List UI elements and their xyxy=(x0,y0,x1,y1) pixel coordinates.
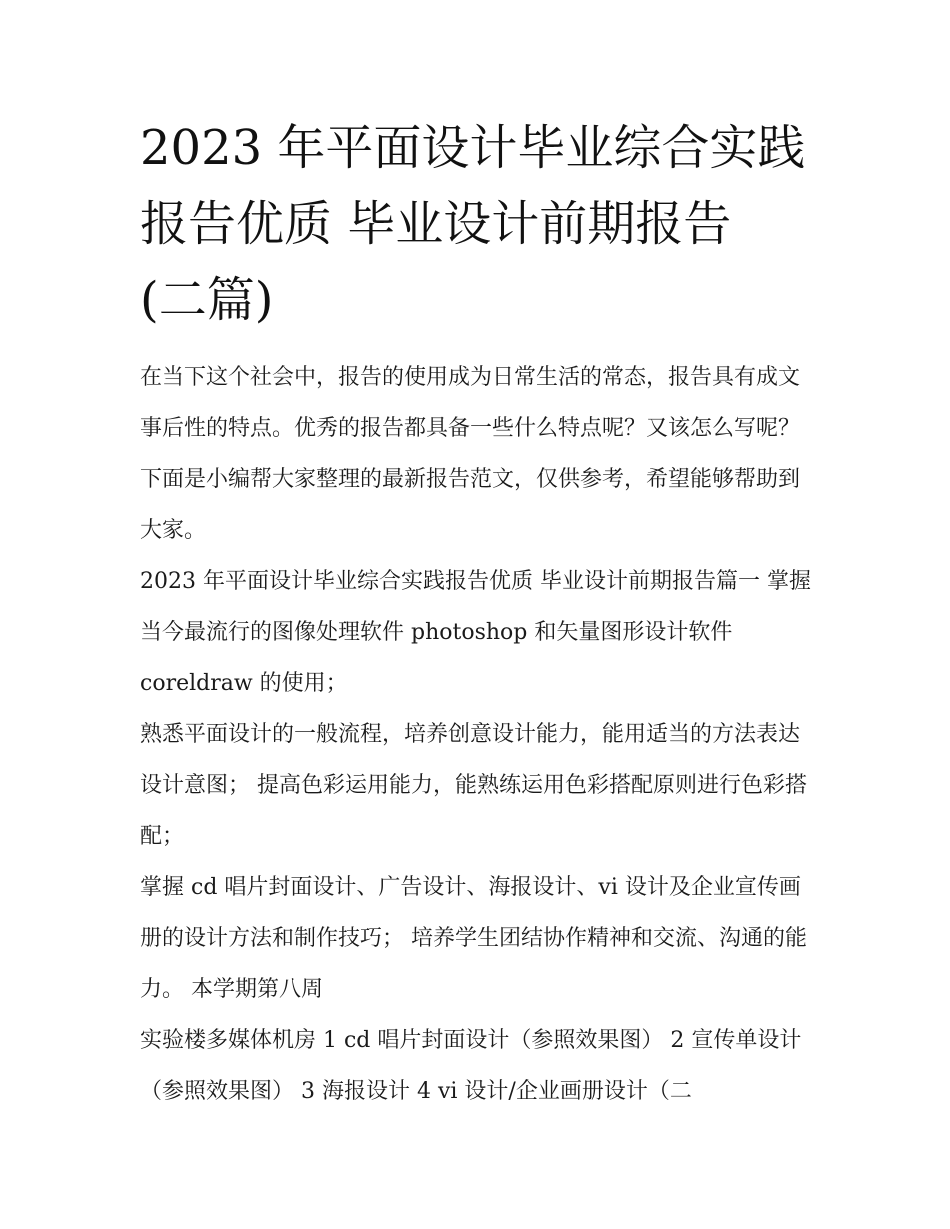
document-title xyxy=(140,110,830,338)
title-line-3: (二篇) xyxy=(140,272,274,328)
paragraph-objectives: 2023 年平面设计毕业综合实践报告优质 毕业设计前期报告篇一 掌握当今最流行的图像处理软件 photoshop 和矢量图形设计软件 coreldraw 的使用； xyxy=(140,569,811,696)
document-body xyxy=(140,352,820,1117)
paragraph-intro: 在当下这个社会中，报告的使用成为日常生活的常态，报告具有成文事后性的特点。优秀的报告都具备一些什么特点呢？又该怎么写呢？下面是小编帮大家整理的最新报告范文，仅供参考，希望能够帮助到大家。 xyxy=(140,365,801,543)
paragraph-design-methods: 掌握 cd 唱片封面设计、广告设计、海报设计、vi 设计及企业宣传画册的设计方法和制作技巧； 培养学生团结协作精神和交流、沟通的能力。 本学期第八周 xyxy=(140,875,807,1002)
paragraph-lab-tasks: 实验楼多媒体机房 1 cd 唱片封面设计（参照效果图） 2 宣传单设计（参照效果图） 3 海报设计 4 vi 设计/企业画册设计（二 xyxy=(140,1028,802,1104)
title-line-1: 2023 年平面设计毕业综合实践 xyxy=(140,120,806,176)
paragraph-design-process: 熟悉平面设计的一般流程，培养创意设计能力，能用适当的方法表达设计意图； 提高色彩运用能力，能熟练运用色彩搭配原则进行色彩搭配； xyxy=(140,722,807,849)
title-line-2: 报告优质 毕业设计前期报告 xyxy=(140,196,732,252)
